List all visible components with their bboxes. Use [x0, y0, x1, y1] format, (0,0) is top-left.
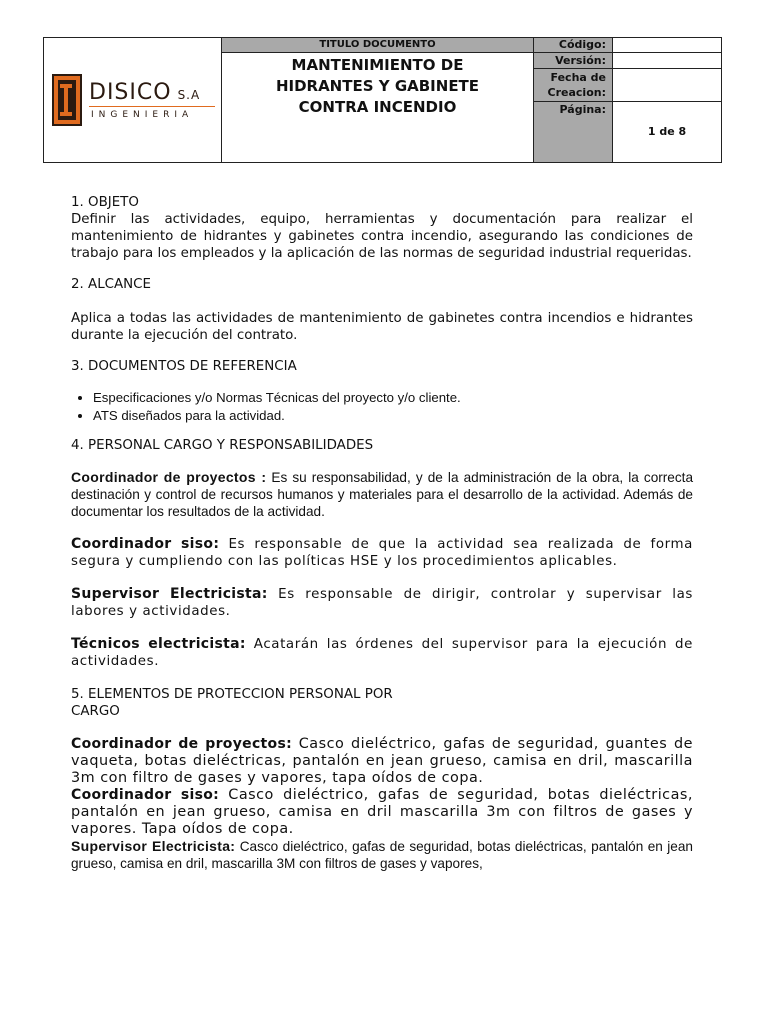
company-suffix: S.A: [177, 88, 201, 102]
responsibility-tecnicos: Técnicos electricista: Acatarán las órdenes del supervisor para la ejecución de actividades.: [71, 636, 693, 669]
section-5-title: 5. ELEMENTOS DE PROTECCION PERSONAL POR CARGO: [71, 687, 393, 719]
title-line-1: MANTENIMIENTO DE: [291, 56, 464, 74]
section-2-text: Aplica a todas las actividades de mantenimiento de gabinetes contra incendios e hidrantes durante la ejecución del contrato.: [71, 311, 693, 343]
role-label: Coordinador siso:: [71, 536, 220, 552]
document-header-table: [43, 37, 722, 163]
document-title: [222, 55, 533, 118]
ppe-coordinador-siso: Coordinador siso: Casco dieléctrico, gafas de seguridad, botas dieléctricas, pantalón en jean grueso, camisa en dril mascarilla 3m con filtros de gases y vapores. Tapa oídos de copa.: [71, 787, 693, 837]
document-body: [71, 194, 693, 872]
version-label: Versión:: [534, 53, 612, 69]
reference-list: [71, 389, 693, 425]
logo-cell: [44, 38, 222, 162]
section-1-text: Definir las actividades, equipo, herramientas y documentación para realizar el mantenimiento de hidrantes y gabinetes contra incendio, asegurando las condiciones de trabajo para los empleados y la aplicación de las normas de seguridad industrial requeridas.: [71, 212, 693, 261]
title-line-2: HIDRANTES Y GABINETE: [275, 77, 480, 95]
role-label: Supervisor Electricista:: [71, 586, 268, 602]
company-name: DISICO S.A: [89, 80, 201, 105]
ppe-supervisor: Supervisor Electricista: Casco dieléctrico, gafas de seguridad, botas dieléctricas, pantalón en jean grueso, camisa en dril, mascarilla 3M con filtros de gases y vapores,: [71, 838, 693, 871]
role-label: Coordinador de proyectos:: [71, 736, 292, 752]
section-4-title: 4. PERSONAL CARGO Y RESPONSABILIDADES: [71, 438, 374, 453]
version-value: [613, 53, 721, 69]
role-label: Técnicos electricista:: [71, 636, 246, 652]
title-line-3: CONTRA INCENDIO: [298, 98, 457, 116]
section-3-title: 3. DOCUMENTOS DE REFERENCIA: [71, 359, 297, 374]
role-label: Coordinador de proyectos :: [71, 469, 267, 485]
company-logo-mark: [52, 74, 82, 126]
section-1-title: 1. OBJETO: [71, 195, 139, 210]
fecha-value: [613, 69, 721, 102]
role-label: Supervisor Electricista:: [71, 838, 236, 854]
title-cell: [222, 38, 534, 162]
responsibility-coordinador-proyectos: Coordinador de proyectos : Es su responsabilidad, y de la administración de la obra, la correcta destinación y control de recursos humanos y materiales para el desarrollo de la actividad. Además de documentar los resultados de la actividad.: [71, 469, 693, 519]
pagina-label: Página:: [559, 103, 606, 116]
meta-labels-column: [534, 38, 613, 162]
section-2-title: 2. ALCANCE: [71, 277, 151, 292]
responsibility-supervisor: Supervisor Electricista: Es responsable de dirigir, controlar y supervisar las labores y actividades.: [71, 586, 694, 619]
role-label: Coordinador siso:: [71, 787, 220, 803]
meta-values-column: [613, 38, 721, 162]
fecha-label: Fecha de Creacion:: [534, 69, 612, 102]
ppe-coordinador-proyectos: Coordinador de proyectos: Casco dieléctrico, gafas de seguridad, guantes de vaqueta, botas dieléctricas, pantalón en jean grueso, camisa en dril, mascarilla 3m con filtro de gases y vapores, tapa oídos de copa.: [71, 736, 693, 786]
title-label: TITULO DOCUMENTO: [222, 38, 533, 53]
pagina-value: 1 de 8: [647, 125, 687, 138]
codigo-value: [613, 38, 721, 53]
list-item: • ATS diseñados para la actividad.: [93, 407, 693, 425]
logo-divider: [89, 106, 215, 107]
codigo-label: Código:: [534, 38, 612, 53]
responsibility-coordinador-siso: Coordinador siso: Es responsable de que la actividad sea realizada de forma segura y cumpliendo con las políticas HSE y los procedimientos aplicables.: [71, 536, 693, 569]
list-item: • Especificaciones y/o Normas Técnicas del proyecto y/o cliente.: [93, 389, 693, 407]
company-subtitle: INGENIERIA: [91, 110, 194, 120]
